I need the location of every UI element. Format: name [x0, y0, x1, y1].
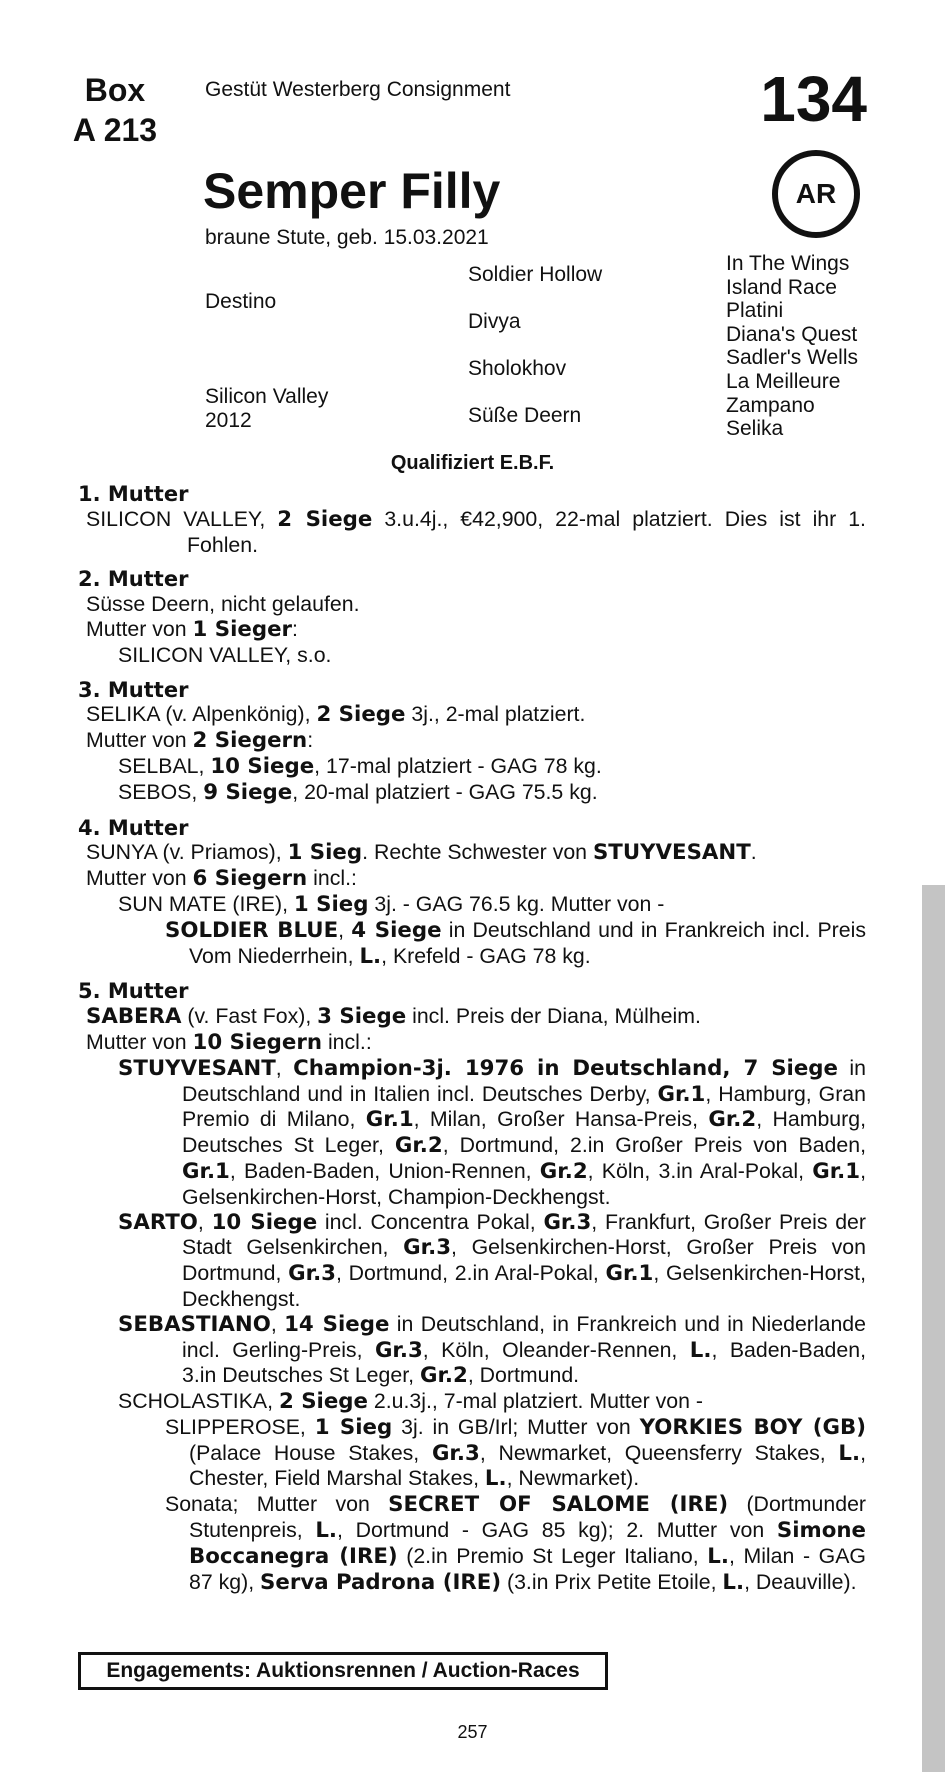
produce-summary: Mutter von 10 Siegern incl.:	[86, 1029, 372, 1055]
engagements-box: Engagements: Auktionsrennen / Auction-Races	[78, 1652, 608, 1690]
produce-summary: Mutter von 1 Sieger:	[86, 616, 298, 642]
section-first-dam	[78, 482, 866, 557]
produce-summary: Mutter von 2 Siegern:	[86, 728, 314, 754]
horse-name: Semper Filly	[203, 163, 501, 219]
pedigree-gg-2: Island Race	[726, 275, 837, 299]
produce-entry: SARTO, 10 Siege incl. Concentra Pokal, Gr.3, Frankfurt, Großer Preis der Stadt Gelsenkirchen, Gr.3, Gelsenkirchen-Horst, Großer Preis von Dortmund, Gr.3, Dortmund, 2.in Aral-Pokal, Gr.1, Gelsenkirchen-Horst, Deckhengst.	[118, 1209, 867, 1311]
pedigree-sire: Destino	[205, 290, 277, 313]
pedigree-dam-year: 2012	[205, 409, 252, 432]
qualification-note: Qualifiziert E.B.F.	[390, 452, 555, 474]
produce-entry: SCHOLASTIKA, 2 Siege 2.u.3j., 7-mal platziert. Mutter von -	[118, 1389, 703, 1415]
pedigree-third-generation	[726, 252, 858, 441]
pedigree-dam	[205, 385, 328, 433]
grandproduce-entry: Sonata; Mutter von SECRET OF SALOME (IRE) (Dortmunder Stutenpreis, L., Dortmund - GAG 85 kg); 2. Mutter von Simone Boccanegra (IRE) (2.in Premio St Leger Italiano, L., Milan - GAG 87 kg), Serva Padrona (IRE) (3.in Prix Petite Etoile, L., Deauville).	[165, 1492, 867, 1595]
pedigree-sire-dam: Divya	[468, 310, 521, 333]
pedigree-sire-sire: Soldier Hollow	[468, 263, 603, 286]
ar-badge: AR	[772, 150, 860, 238]
page-number: 257	[457, 1722, 488, 1742]
pedigree-dam-dam: Süße Deern	[468, 404, 582, 427]
produce-summary: Mutter von 6 Siegern incl.:	[86, 866, 357, 892]
pedigree-dam-sire: Sholokhov	[468, 357, 567, 380]
box-label	[60, 70, 170, 150]
dam-entry: SILICON VALLEY, 2 Siege 3.u.4j., €42,900, 22-mal platziert. Dies ist ihr 1. Fohlen.	[86, 506, 866, 557]
family-text	[78, 482, 866, 1595]
dam-entry: SELIKA (v. Alpenkönig), 2 Siege 3j., 2-mal platziert.	[86, 702, 586, 728]
produce-entry: SUN MATE (IRE), 1 Sieg 3j. - GAG 76.5 kg. Mutter von -	[118, 891, 665, 917]
produce-entry: SEBOS, 9 Siege, 20-mal platziert - GAG 75.5 kg.	[118, 779, 598, 805]
produce-entry: STUYVESANT, Champion-3j. 1976 in Deutschland, 7 Siege in Deutschland und in Italien incl. Deutsches Derby, Gr.1, Hamburg, Gran Premio di Milano, Gr.1, Milan, Großer Hansa-Preis, Gr.2, Hamburg, Deutsches St Leger, Gr.2, Dortmund, 2.in Großer Preis von Baden, Gr.1, Baden-Baden, Union-Rennen, Gr.2, Köln, 3.in Aral-Pokal, Gr.1, Gelsenkirchen-Horst, Champion-Deckhengst.	[118, 1055, 867, 1209]
section-heading: 4. Mutter	[78, 815, 189, 840]
dam-entry: Süsse Deern, nicht gelaufen.	[86, 592, 360, 617]
section-heading: 5. Mutter	[78, 979, 189, 1004]
lot-number: 134	[760, 63, 867, 135]
dam-entry: SABERA (v. Fast Fox), 3 Siege incl. Preis der Diana, Mülheim.	[86, 1004, 701, 1030]
produce-entry: SEBASTIANO, 14 Siege in Deutschland, in Frankreich und in Niederlande incl. Gerling-Preis, Gr.3, Köln, Oleander-Rennen, L., Baden-Baden, 3.in Deutsches St Leger, Gr.2, Dortmund.	[118, 1311, 866, 1389]
section-second-dam	[78, 567, 866, 667]
grandproduce-entry: SOLDIER BLUE, 4 Siege in Deutschland und in Frankreich incl. Preis Vom Niederrhein, L., Krefeld - GAG 78 kg.	[165, 917, 866, 969]
pedigree-gg-8: Selika	[726, 417, 784, 441]
pedigree-gg-7: Zampano	[726, 393, 815, 417]
section-third-dam	[78, 678, 866, 806]
pedigree-gg-1: In The Wings	[726, 252, 850, 275]
scrollbar[interactable]	[922, 885, 945, 1772]
pedigree-gg-6: La Meilleure	[726, 369, 841, 393]
section-heading: 3. Mutter	[78, 677, 189, 702]
horse-description: braune Stute, geb. 15.03.2021	[205, 226, 489, 249]
pedigree-gg-5: Sadler's Wells	[726, 346, 858, 370]
pedigree-dam-name: Silicon Valley	[205, 385, 329, 408]
produce-entry: SILICON VALLEY, s.o.	[118, 642, 332, 667]
section-heading: 1. Mutter	[78, 482, 189, 506]
dam-entry: SUNYA (v. Priamos), 1 Sieg. Rechte Schwester von STUYVESANT.	[86, 840, 757, 866]
box-number: A 213	[72, 112, 158, 148]
produce-entry: SELBAL, 10 Siege, 17-mal platziert - GAG 78 kg.	[118, 753, 602, 779]
grandproduce-entry: SLIPPEROSE, 1 Sieg 3j. in GB/Irl; Mutter von YORKIES BOY (GB) (Palace House Stakes, Gr.3, Newmarket, Queensferry Stakes, L., Chester, Field Marshal Stakes, L., Newmarket).	[165, 1414, 867, 1492]
pedigree-gg-4: Diana's Quest	[726, 322, 858, 346]
section-heading: 2. Mutter	[78, 567, 189, 592]
pedigree-gg-3: Platini	[726, 299, 784, 323]
consignor: Gestüt Westerberg Consignment	[205, 78, 511, 101]
section-fourth-dam	[78, 816, 866, 970]
box-label-line1: Box	[84, 72, 146, 108]
section-fifth-dam	[78, 979, 866, 1595]
